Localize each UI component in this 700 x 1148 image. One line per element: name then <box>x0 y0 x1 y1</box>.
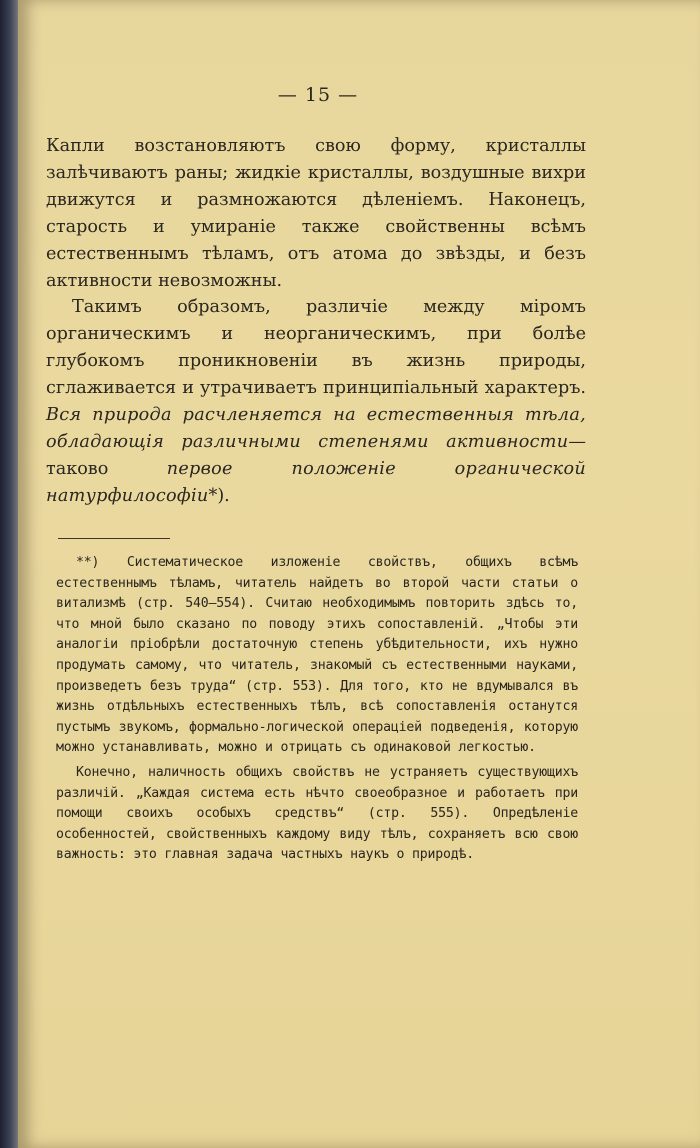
book-page <box>18 0 700 1148</box>
footnotes <box>56 553 578 866</box>
footnote-1: **) Систематическое изложеніе свойствъ, общихъ всѣмъ естественнымъ тѣламъ, читатель найдетъ во второй части статьи о витализмѣ (стр. 540—554). Считаю необходимымъ повторить здѣсь то, что мной было сказано по поводу этихъ сопоставленій. „Чтобы эти аналогіи пріобрѣли достаточную степень убѣдительности, ихъ нужно продумать самому, что читатель, знакомый съ естественными науками, произведетъ безъ труда“ (стр. 553). Для того, кто не вдумывался въ жизнь отдѣльныхъ естественныхъ тѣлъ, всѣ сопоставленія останутся пустымъ звукомъ, формально-логической операціей подведенія, которую можно устанавливать, можно и отрицать съ одинаковой легкостью. <box>56 555 578 756</box>
paragraph-2-start: Такимъ образомъ, различіе между міромъ органическимъ и неорганическимъ, при болѣе глубокомъ проникновеніи въ жизнь природы, сглаживается и утрачиваетъ принципіальный характеръ. <box>46 297 586 399</box>
paragraph-2 <box>46 294 586 509</box>
footnote-marker: *). <box>208 485 230 506</box>
paragraph-2-italic-position: первое положеніе органической натурфилософіи <box>46 458 587 506</box>
main-text <box>46 133 586 510</box>
paragraph-1: Капли возстановляютъ свою форму, кристаллы залѣчиваютъ раны; жидкіе кристаллы, воздушные вихри движутся и размножаются дѣленіемъ. Наконецъ, старость и умираніе также свойственны всѣмъ естественнымъ тѣламъ, отъ атома до звѣзды, и безъ активности невозможны. <box>46 136 586 291</box>
page-number: — 15 — <box>277 84 359 106</box>
footnote-2: Конечно, наличность общихъ свойствъ не устраняетъ существующихъ различій. „Каждая система есть нѣчто своеобразное и работаетъ при помощи своихъ особыхъ средствъ“ (стр. 555). Опредѣленіе особенностей, свойственныхъ каждому виду тѣлъ, сохраняетъ всю свою важность: это главная задача частныхъ наукъ о природѣ. <box>56 764 578 863</box>
paragraph-2-italic-thesis: Вся природа расчленяется на естественныя тѣла, обладающія различными степенями активности <box>46 405 586 452</box>
footnote-divider <box>58 538 170 539</box>
paragraph-2-dash: —таково <box>46 431 586 479</box>
